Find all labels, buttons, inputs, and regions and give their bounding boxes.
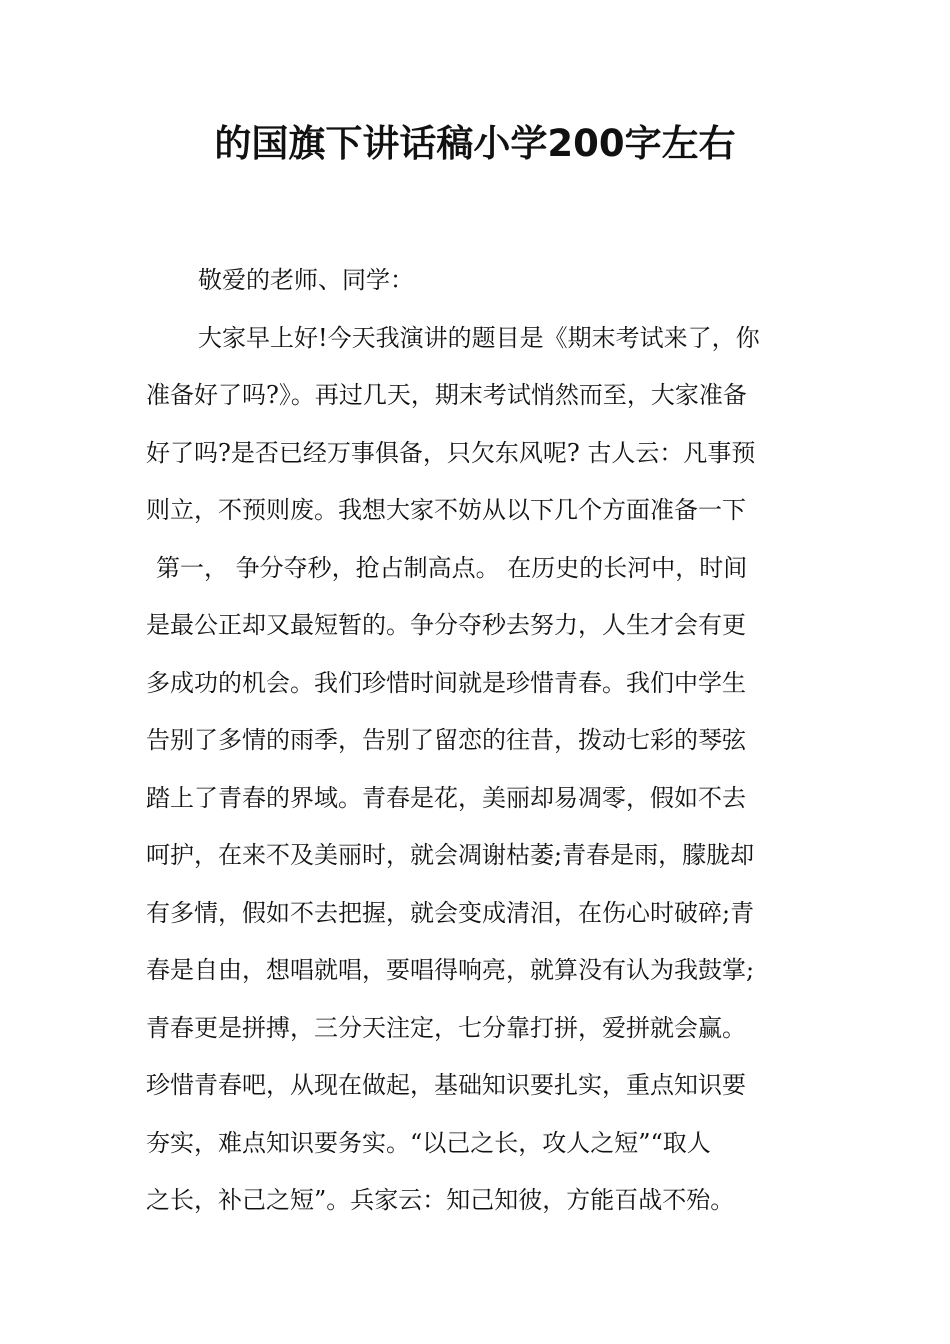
paragraph-line: 是最公正却又最短暂的。争分夺秒去努力，人生才会有更 xyxy=(146,611,746,639)
paragraph-line: 大家早上好!今天我演讲的题目是《期末考试来了，你 xyxy=(198,323,760,352)
paragraph-line: 春是自由，想唱就唱，要唱得响亮，就算没有认为我鼓掌; xyxy=(146,956,755,984)
paragraph-line: 呵护，在来不及美丽时，就会凋谢枯萎;青春是雨，朦胧却 xyxy=(146,841,755,869)
paragraph-line: 则立，不预则废。我想大家不妨从以下几个方面准备一下 xyxy=(146,496,746,524)
paragraph-line: 夯实，难点知识要务实。“以己之长，攻人之短”“取人 xyxy=(146,1128,711,1157)
salutation-line: 敬爱的老师、同学： xyxy=(198,266,414,294)
paragraph-line: 有多情，假如不去把握，就会变成清泪，在伤心时破碎;青 xyxy=(146,898,755,927)
paragraph-line: 告别了多情的雨季，告别了留恋的往昔，拨动七彩的琴弦 xyxy=(146,726,746,754)
paragraph-line: 踏上了青春的界域。青春是花，美丽却易凋零，假如不去 xyxy=(146,783,746,812)
document-title: 的国旗下讲话稿小学200字左右 xyxy=(214,122,736,165)
paragraph-line: 之长，补己之短”。兵家云：知己知彼，方能百战不殆。 xyxy=(146,1186,735,1214)
document-body xyxy=(146,252,816,1230)
paragraph-line: 多成功的机会。我们珍惜时间就是珍惜青春。我们中学生 xyxy=(146,668,746,697)
paragraph-line: 准备好了吗?》。再过几天，期末考试悄然而至，大家准备 xyxy=(146,381,747,409)
paragraph-line: 青春更是拼搏，三分天注定，七分靠打拼，爱拼就会赢。 xyxy=(146,1013,746,1042)
paragraph-line: 第一， 争分夺秒，抢占制高点。 在历史的长河中，时间 xyxy=(156,553,748,582)
paragraph-line: 好了吗?是否已经万事俱备，只欠东风呢? 古人云：凡事预 xyxy=(146,438,756,467)
paragraph-line: 珍惜青春吧，从现在做起，基础知识要扎实，重点知识要 xyxy=(146,1071,746,1099)
